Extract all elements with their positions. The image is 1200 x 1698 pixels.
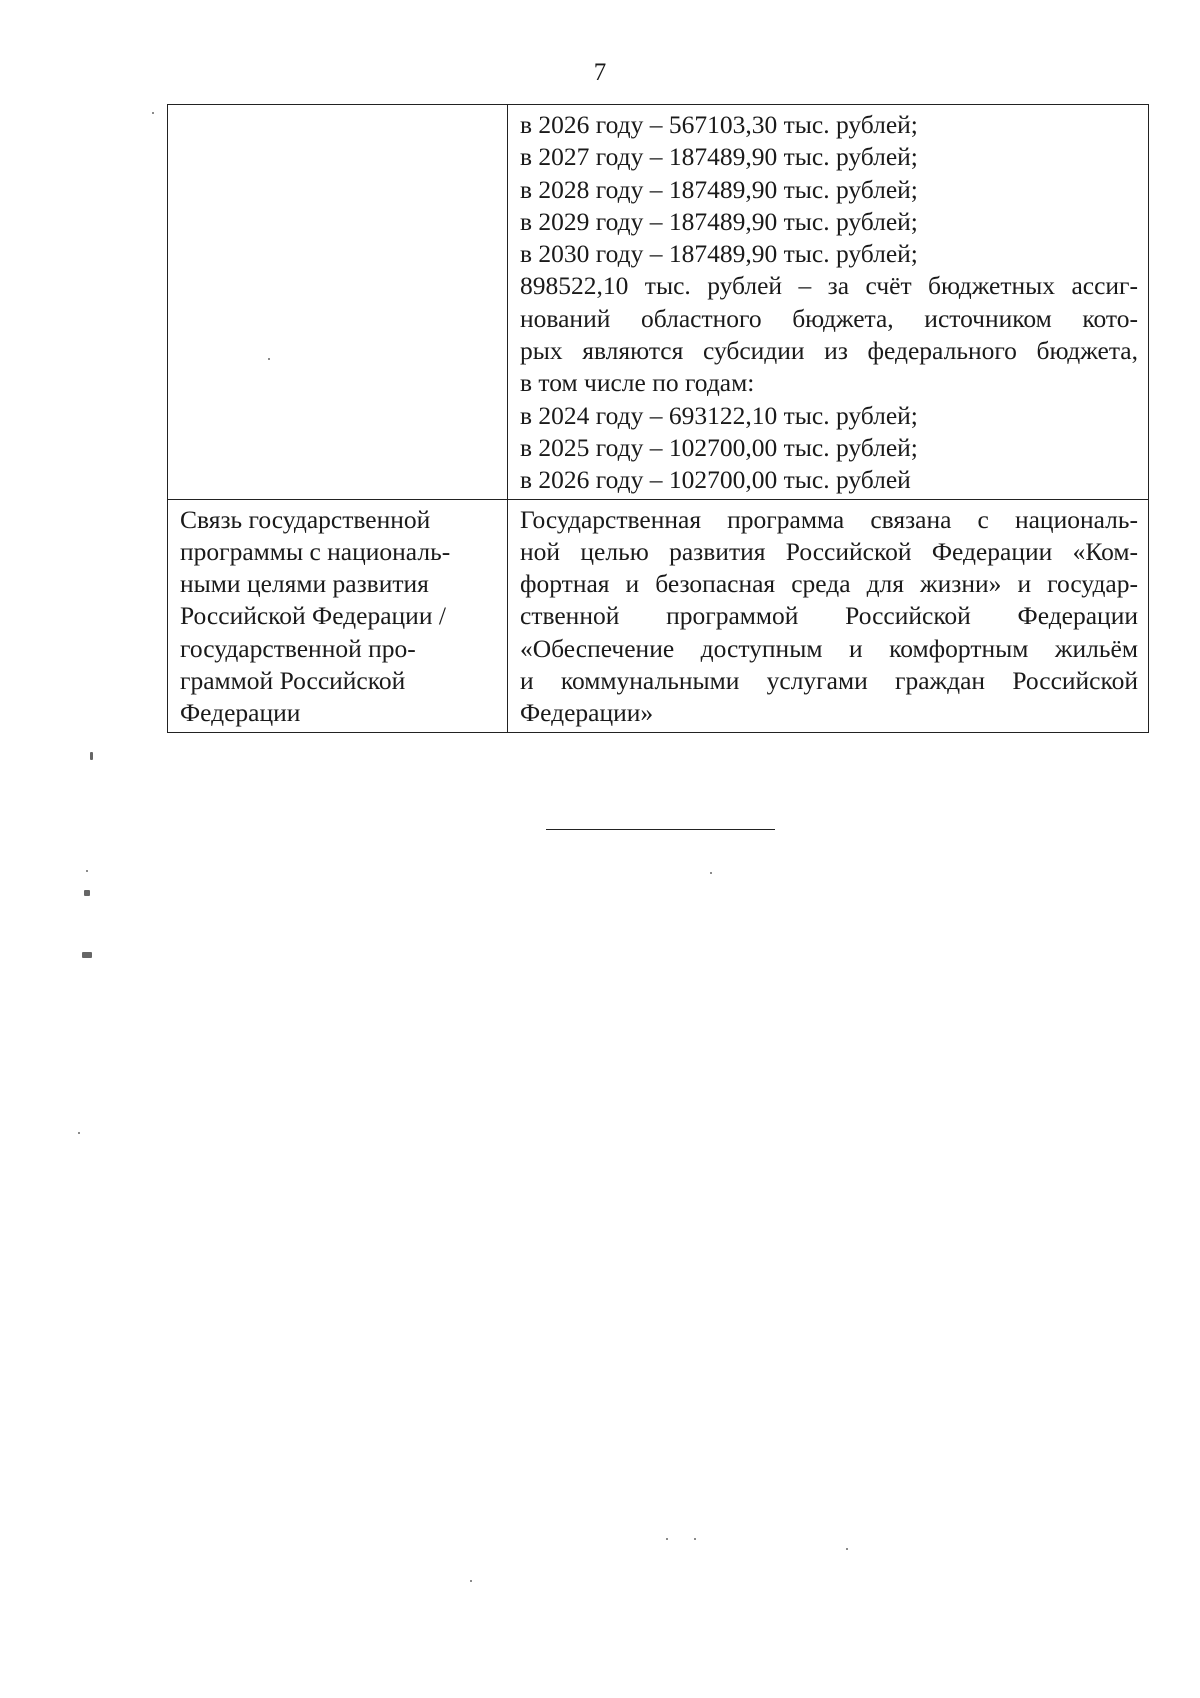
funding-line: в 2026 году – 102700,00 тыс. рублей — [520, 465, 911, 495]
scan-speck — [84, 890, 90, 896]
scan-speck — [78, 1132, 80, 1134]
funding-line: 898522,10 тыс. рублей – за счёт бюджетных ассиг- — [520, 271, 1138, 301]
funding-line: в 2027 году – 187489,90 тыс. рублей; — [520, 142, 918, 172]
funding-line: в 2030 году – 187489,90 тыс. рублей; — [520, 239, 918, 269]
goal-line: Федерации» — [520, 698, 654, 728]
label-line: Связь государственной — [180, 504, 431, 534]
scan-speck — [710, 872, 712, 874]
goal-line: ственной программой Российской Федерации — [520, 601, 1138, 631]
scan-speck — [666, 1538, 668, 1540]
funding-line: рых являются субсидии из федерального бюджета, — [520, 336, 1138, 366]
scan-speck — [152, 112, 154, 114]
scan-speck — [90, 752, 93, 760]
table-row-national-goals — [168, 499, 1149, 732]
label-line: ными целями развития — [180, 569, 429, 599]
funding-value-cell — [508, 105, 1149, 500]
funding-label-cell — [168, 105, 508, 500]
national-goals-label-cell — [168, 499, 508, 732]
label-line: государственной про- — [180, 633, 416, 663]
funding-line: в 2025 году – 102700,00 тыс. рублей; — [520, 432, 918, 462]
label-line: Федерации — [180, 698, 301, 728]
goal-line: и коммунальными услугами граждан Российской — [520, 666, 1138, 696]
table-row-funding — [168, 105, 1149, 500]
funding-line: в 2028 году – 187489,90 тыс. рублей; — [520, 174, 918, 204]
label-line: граммой Российской — [180, 666, 406, 696]
program-passport-table — [167, 104, 1149, 733]
goal-line: ной целью развития Российской Федерации «Ком- — [520, 536, 1138, 566]
scan-speck — [846, 1548, 848, 1550]
label-line: Российской Федерации / — [180, 601, 446, 631]
goal-line: «Обеспечение доступным и комфортным жильём — [520, 633, 1138, 663]
scan-speck — [82, 952, 92, 958]
scan-speck — [694, 1538, 696, 1540]
funding-line: в 2029 году – 187489,90 тыс. рублей; — [520, 206, 918, 236]
funding-line: нований областного бюджета, источником кото- — [520, 303, 1138, 333]
goal-line: Государственная программа связана с националь- — [520, 504, 1138, 534]
scan-speck — [268, 358, 270, 360]
goal-line: фортная и безопасная среда для жизни» и государ- — [520, 569, 1138, 599]
funding-line: в 2026 году – 567103,30 тыс. рублей; — [520, 110, 918, 139]
funding-line: в том числе по годам: — [520, 368, 755, 398]
page-number: 7 — [593, 59, 607, 86]
scan-speck — [86, 870, 88, 872]
end-separator-line — [546, 829, 775, 830]
scan-speck — [470, 1580, 472, 1582]
label-line: программы с националь- — [180, 536, 451, 566]
funding-line: в 2024 году – 693122,10 тыс. рублей; — [520, 400, 918, 430]
national-goals-value-cell — [508, 499, 1149, 732]
